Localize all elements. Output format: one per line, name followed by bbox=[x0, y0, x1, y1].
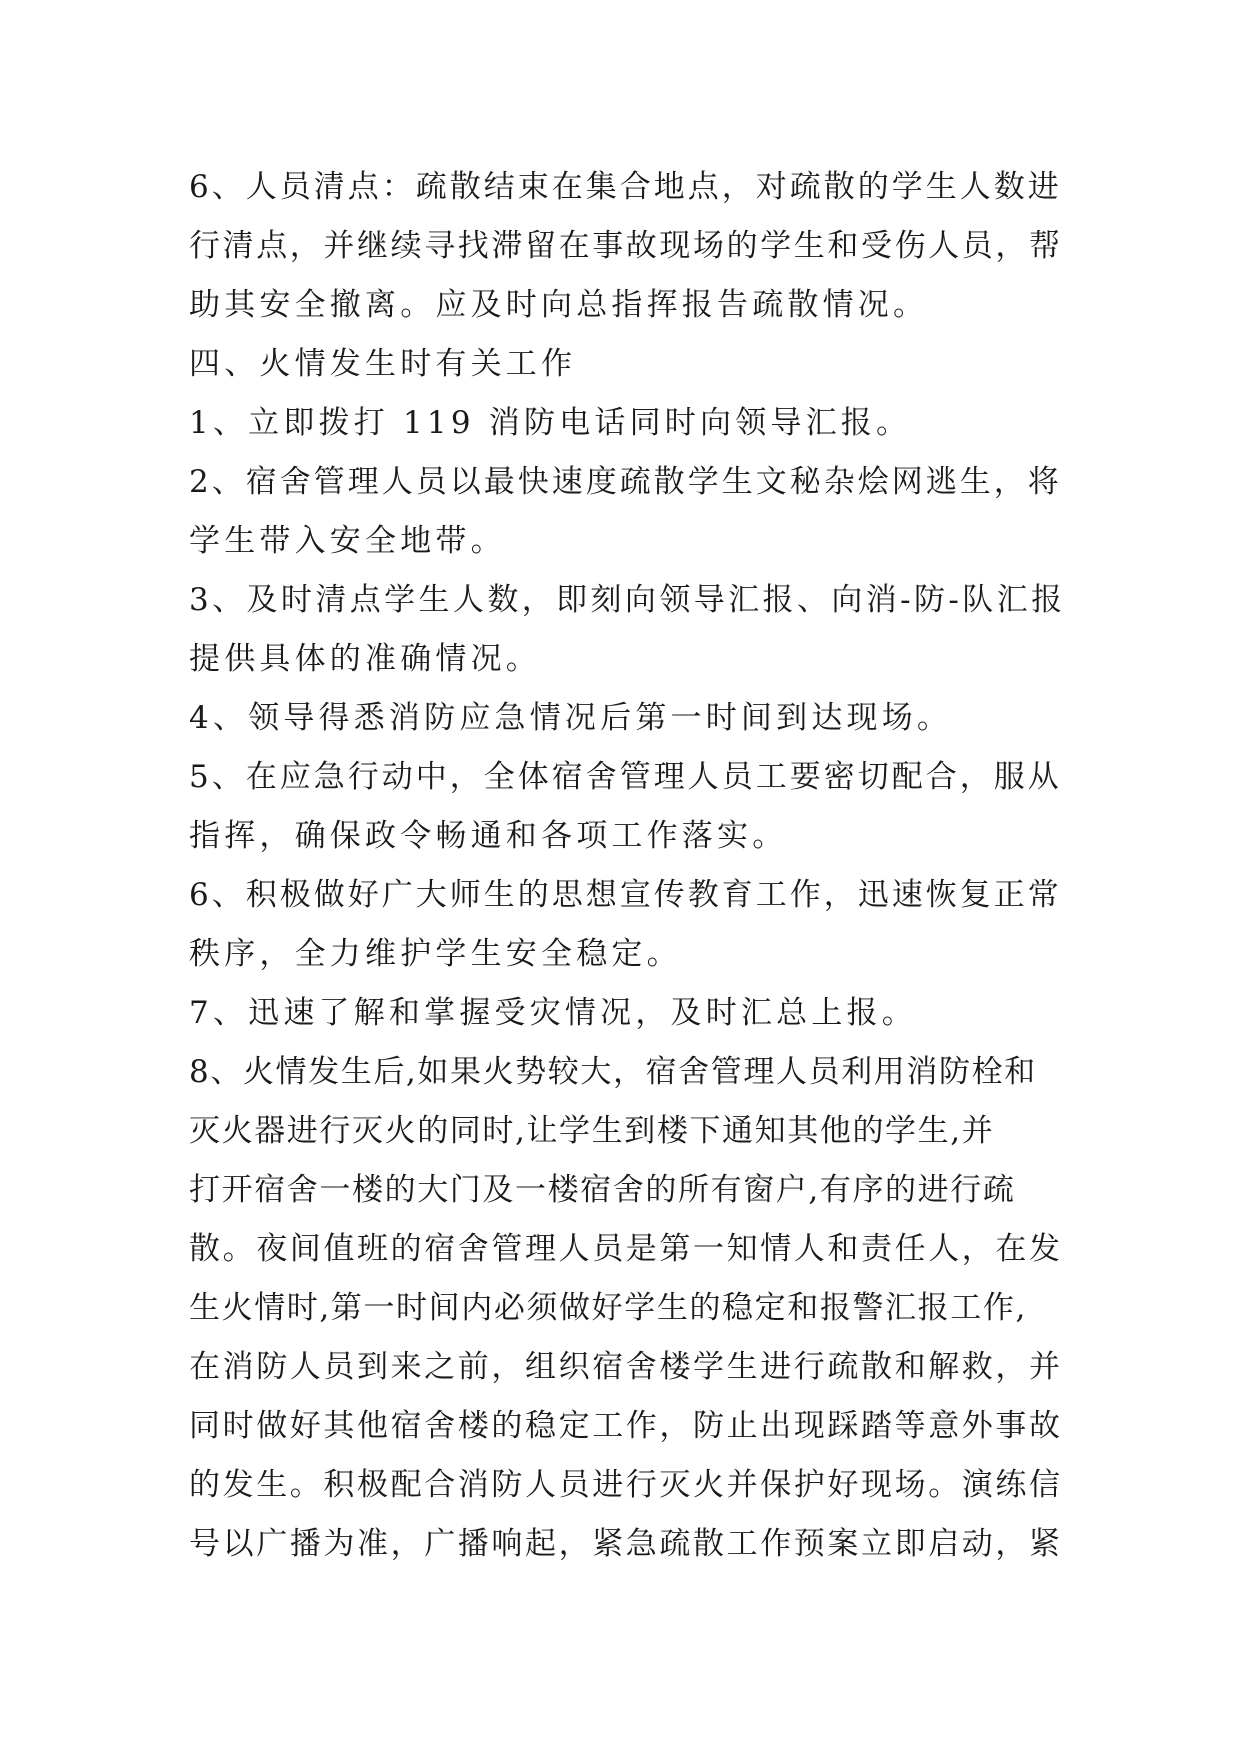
text-line: 5、在应急行动中，全体宿舍管理人员工要密切配合，服从 bbox=[189, 759, 1062, 795]
text-line: 指挥，确保政令畅通和各项工作落实。 bbox=[189, 818, 788, 854]
text-line: 散。夜间值班的宿舍管理人员是第一知情人和责任人，在发 bbox=[189, 1231, 1063, 1267]
text-line: 行清点，并继续寻找滞留在事故现场的学生和受伤人员，帮 bbox=[189, 228, 1063, 264]
text-line: 3、及时清点学生人数，即刻向领导汇报、向消-防-队汇报 bbox=[189, 582, 1066, 618]
text-line: 的发生。积极配合消防人员进行灭火并保护好现场。演练信 bbox=[189, 1467, 1063, 1503]
text-line: 6、积极做好广大师生的思想宣传教育工作，迅速恢复正常 bbox=[189, 877, 1062, 913]
text-line: 4、领导得悉消防应急情况后第一时间到达现场。 bbox=[189, 700, 953, 736]
text-line: 打开宿舍一楼的大门及一楼宿舍的所有窗户,有序的进行疏 bbox=[189, 1172, 1016, 1208]
text-line: 在消防人员到来之前，组织宿舍楼学生进行疏散和解救，并 bbox=[189, 1349, 1063, 1385]
text-line: 同时做好其他宿舍楼的稳定工作，防止出现踩踏等意外事故 bbox=[189, 1408, 1063, 1444]
text-line: 提供具体的准确情况。 bbox=[189, 641, 541, 677]
document-body bbox=[189, 158, 1069, 1574]
section-heading: 四、火情发生时有关工作 bbox=[189, 346, 577, 382]
text-line: 秩序，全力维护学生安全稳定。 bbox=[189, 936, 682, 972]
text-line: 1、立即拨打 119 消防电话同时向领导汇报。 bbox=[189, 405, 912, 441]
text-line: 7、迅速了解和掌握受灾情况，及时汇总上报。 bbox=[189, 995, 917, 1031]
text-line: 6、人员清点：疏散结束在集合地点，对疏散的学生人数进 bbox=[189, 169, 1062, 205]
text-line: 2、宿舍管理人员以最快速度疏散学生文秘杂烩网逃生，将 bbox=[189, 464, 1062, 500]
text-line: 8、火情发生后,如果火势较大，宿舍管理人员利用消防栓和 bbox=[189, 1054, 1037, 1090]
text-line: 灭火器进行灭火的同时,让学生到楼下通知其他的学生,并 bbox=[189, 1113, 995, 1149]
text-line: 生火情时,第一时间内必须做好学生的稳定和报警汇报工作, bbox=[189, 1290, 1027, 1326]
text-line: 学生带入安全地带。 bbox=[189, 523, 506, 559]
text-line: 号以广播为准，广播响起，紧急疏散工作预案立即启动，紧 bbox=[189, 1526, 1063, 1562]
text-line: 助其安全撤离。应及时向总指挥报告疏散情况。 bbox=[189, 287, 929, 323]
